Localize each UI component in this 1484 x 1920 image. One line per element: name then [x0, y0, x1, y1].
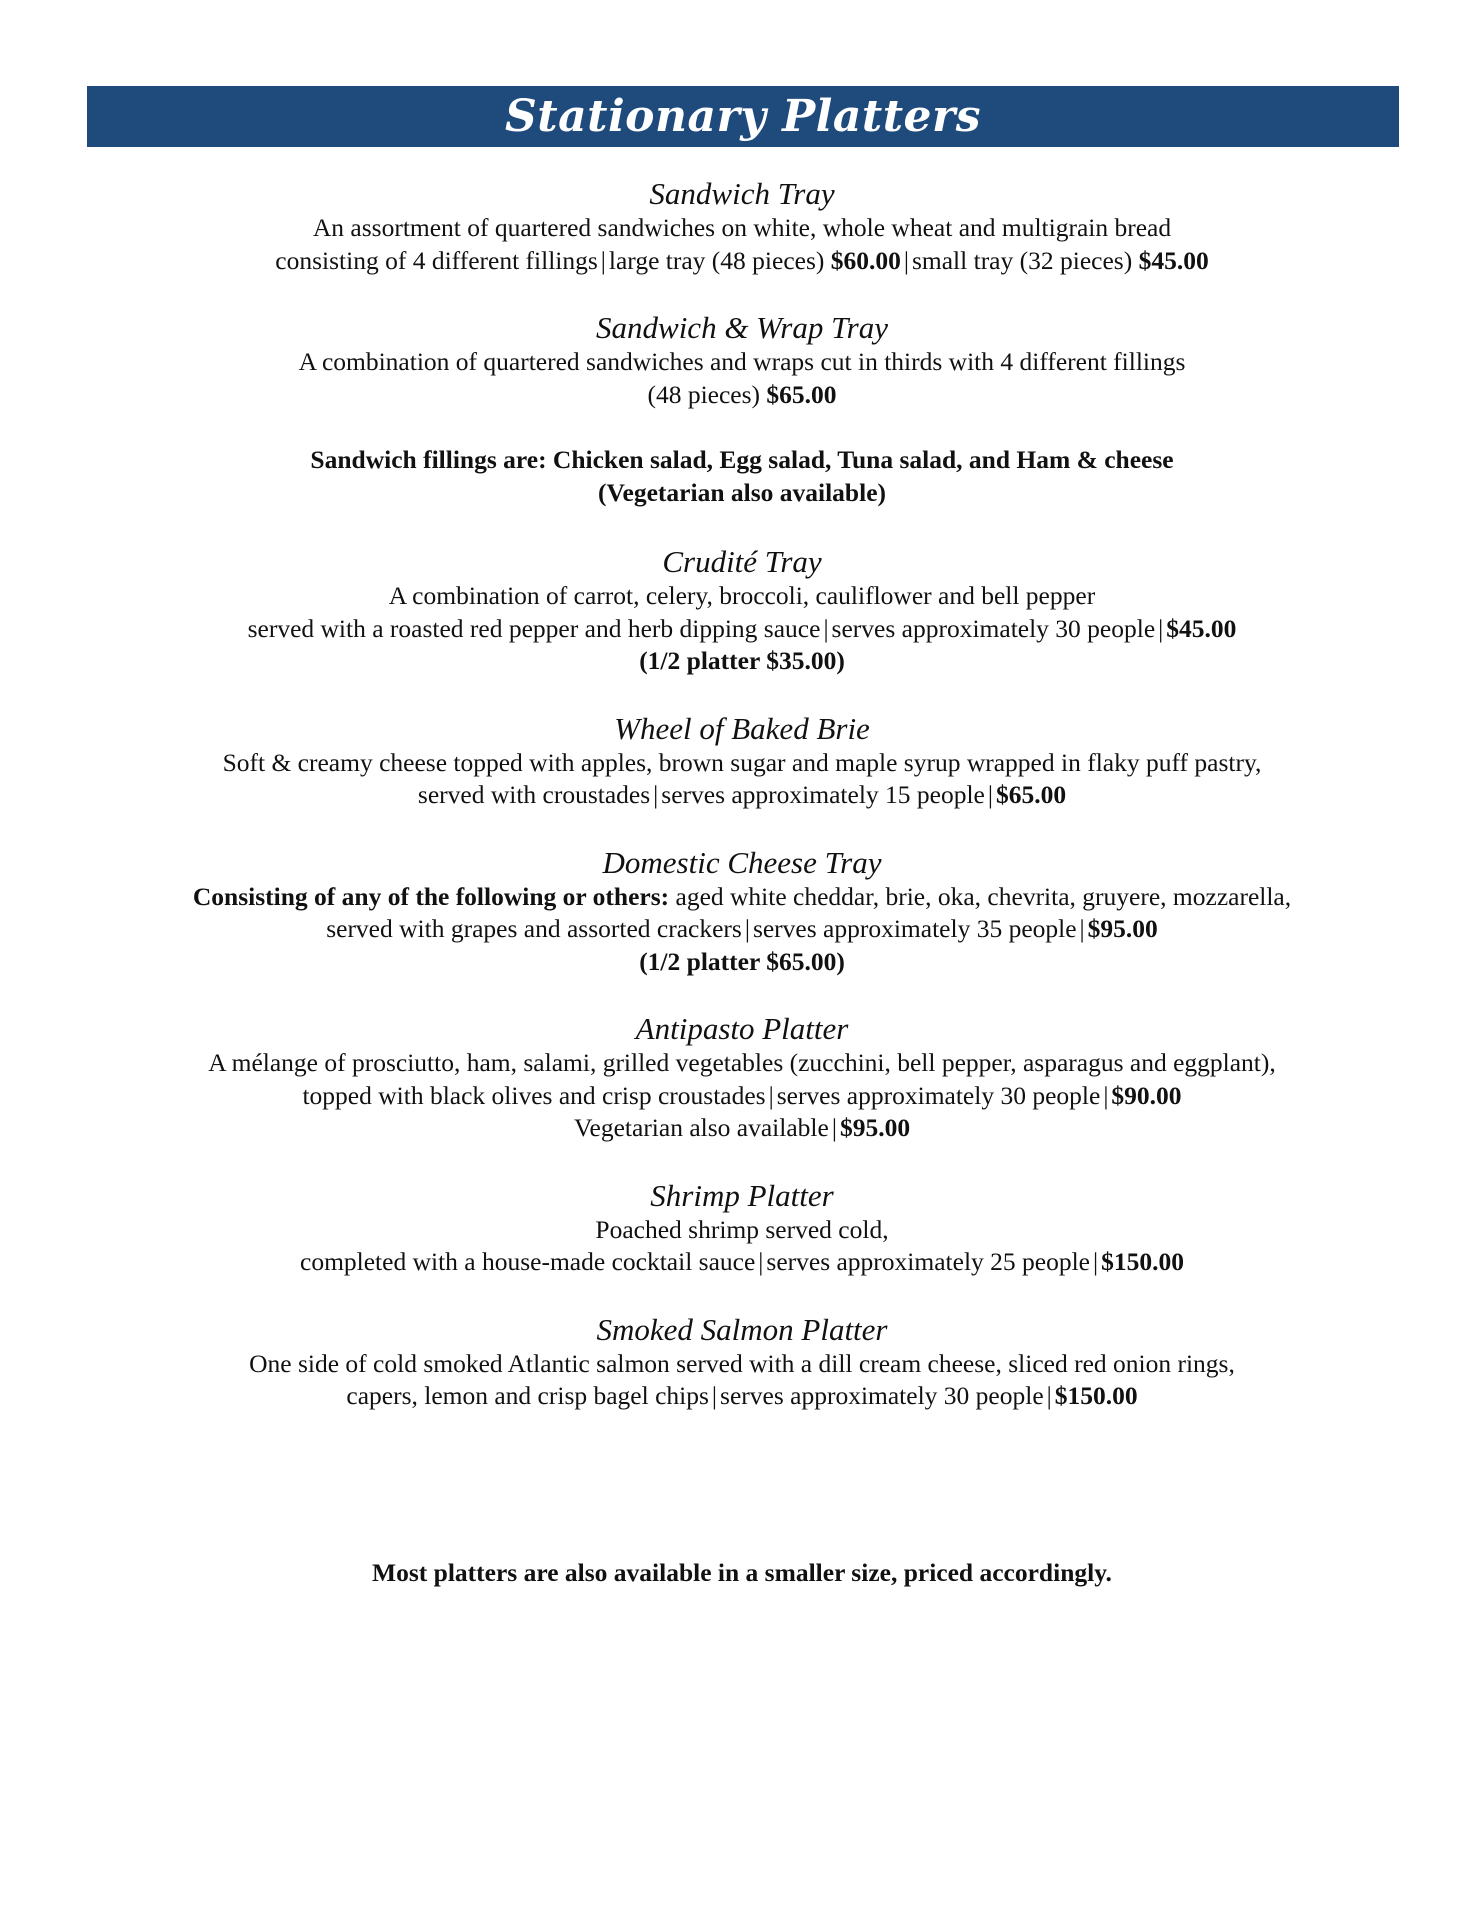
item-detail-text: completed with a house-made cocktail sauce [300, 1247, 756, 1276]
page-title: Stationary Platters [505, 90, 981, 142]
separator: | [768, 1080, 774, 1110]
menu-item-sandwich-wrap-tray [60, 310, 1424, 411]
separator: | [711, 1381, 718, 1410]
item-price: $65.00 [766, 379, 837, 409]
item-price: $65.00 [995, 780, 1067, 809]
item-detail-text: small tray (32 pieces) [911, 245, 1133, 275]
item-description: Poached shrimp served cold, [595, 1214, 889, 1244]
item-title: Wheel of Baked Brie [614, 710, 870, 746]
item-detail-text: served with croustades [417, 780, 651, 809]
item-price: $150.00 [1101, 1247, 1184, 1276]
item-detail-text: Vegetarian also available [573, 1113, 829, 1142]
item-half-price: (1/2 platter $35.00) [639, 646, 845, 675]
separator: | [653, 780, 659, 809]
item-detail-text: serves approximately 30 people [831, 613, 1156, 643]
item-detail-text: (48 pieces) [647, 379, 761, 409]
item-price-vegetarian: $95.00 [839, 1113, 911, 1142]
fillings-note [60, 444, 1424, 509]
item-title: Sandwich Tray [649, 176, 835, 211]
menu-item-cheese-tray [60, 845, 1424, 979]
menu-item-baked-brie [60, 711, 1424, 812]
item-vegetarian-option [60, 1112, 1424, 1145]
item-details [60, 613, 1424, 646]
item-detail-text: large tray (48 pieces) [608, 245, 825, 275]
item-description: An assortment of quartered sandwiches on white, whole wheat and multigrain bread [312, 213, 1172, 242]
menu-item-shrimp-platter [60, 1178, 1424, 1279]
separator: | [823, 613, 829, 643]
item-detail-text: served with a roasted red pepper and herb dipping sauce [247, 613, 821, 643]
item-price-large: $60.00 [830, 245, 901, 275]
item-detail-text: serves approximately 30 people [720, 1381, 1044, 1410]
item-title: Shrimp Platter [650, 1177, 834, 1213]
separator: | [758, 1247, 764, 1276]
item-details [60, 379, 1424, 412]
item-description: A mélange of prosciutto, ham, salami, grilled vegetables (zucchini, bell pepper, asparagus and eggplant), [208, 1048, 1276, 1077]
fillings-note-line: (Vegetarian also available) [597, 477, 887, 507]
item-title: Domestic Cheese Tray [602, 844, 882, 880]
item-detail-text: topped with black olives and crisp croustades [302, 1080, 766, 1110]
item-detail-text: serves approximately 30 people [776, 1080, 1101, 1110]
separator: | [1103, 1080, 1109, 1110]
item-detail-text: served with grapes and assorted crackers [326, 914, 742, 943]
item-description: One side of cold smoked Atlantic salmon served with a dill cream cheese, sliced red onion rings, [249, 1348, 1235, 1378]
separator: | [903, 245, 909, 275]
separator: | [600, 245, 606, 275]
separator: | [1158, 613, 1164, 643]
item-title: Antipasto Platter [635, 1011, 849, 1046]
item-price: $150.00 [1054, 1381, 1138, 1410]
menu-item-smoked-salmon-platter [60, 1312, 1424, 1413]
item-title: Crudité Tray [662, 544, 822, 579]
menu-item-crudite-tray [60, 544, 1424, 678]
separator: | [744, 914, 750, 943]
item-details [60, 1380, 1424, 1413]
item-price: $45.00 [1166, 613, 1237, 643]
item-description: A combination of quartered sandwiches and wraps cut in thirds with 4 different fillings [298, 347, 1186, 376]
fillings-note-line: Sandwich fillings are: Chicken salad, Egg salad, Tuna salad, and Ham & cheese [310, 445, 1174, 474]
item-description-text: aged white cheddar, brie, oka, chevrita, gruyere, mozzarella, [675, 881, 1292, 911]
item-description [60, 881, 1424, 914]
item-title: Sandwich & Wrap Tray [596, 310, 888, 345]
item-description: A combination of carrot, celery, broccoli, cauliflower and bell pepper [388, 581, 1096, 610]
separator: | [987, 780, 993, 809]
item-detail-text: capers, lemon and crisp bagel chips [346, 1381, 709, 1410]
item-detail-text: serves approximately 15 people [661, 780, 985, 809]
item-details [60, 245, 1424, 278]
item-details [60, 779, 1424, 812]
item-detail-text: consisting of 4 different fillings [275, 245, 598, 275]
title-banner [87, 86, 1399, 147]
item-detail-text: serves approximately 25 people [766, 1247, 1090, 1276]
footer-note: Most platters are also available in a smaller size, priced accordingly. [372, 1558, 1112, 1587]
separator: | [1046, 1381, 1052, 1410]
item-details [60, 1246, 1424, 1279]
separator: | [831, 1113, 837, 1142]
menu-item-antipasto-platter [60, 1011, 1424, 1145]
item-title: Smoked Salmon Platter [596, 1311, 888, 1347]
separator: | [1079, 914, 1085, 943]
menu-content [60, 176, 1424, 1446]
item-description-bold: Consisting of any of the following or others: [192, 881, 670, 911]
menu-item-sandwich-tray [60, 176, 1424, 277]
item-description: Soft & creamy cheese topped with apples, brown sugar and maple syrup wrapped in flaky puff pastry, [222, 747, 1262, 777]
item-half-price: (1/2 platter $65.00) [639, 946, 845, 976]
item-price-small: $45.00 [1138, 245, 1209, 275]
separator: | [1093, 1247, 1099, 1276]
item-price: $95.00 [1087, 914, 1158, 943]
item-detail-text: serves approximately 35 people [752, 914, 1077, 943]
item-details [60, 913, 1424, 946]
item-price: $90.00 [1111, 1080, 1182, 1110]
item-details [60, 1080, 1424, 1113]
